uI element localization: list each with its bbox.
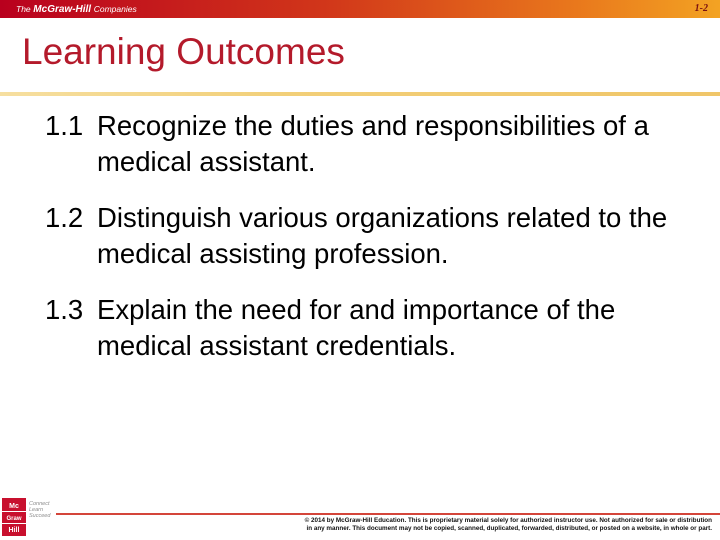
svg-text:Hill: Hill xyxy=(8,527,20,534)
svg-text:Graw: Graw xyxy=(6,516,22,522)
header-bar xyxy=(0,0,720,18)
outcomes-list xyxy=(45,108,705,384)
slide-number: 1-2 xyxy=(694,3,708,14)
outcome-item xyxy=(45,108,705,180)
title-divider xyxy=(0,92,720,96)
brand-suffix: Companies xyxy=(93,4,137,14)
outcome-item xyxy=(45,292,705,364)
tagline xyxy=(29,501,69,519)
footer-divider xyxy=(56,513,720,515)
outcome-item xyxy=(45,200,705,272)
brand-name: McGraw-Hill xyxy=(33,4,92,15)
tagline-word: Connect xyxy=(29,501,50,507)
brand-prefix: The xyxy=(16,4,31,14)
outcome-text: Recognize the duties and responsibilities of a medical assistant. xyxy=(97,110,649,177)
outcome-number: 1.2 xyxy=(45,202,84,233)
copyright-notice xyxy=(192,517,712,533)
outcome-text: Distinguish various organizations related to the medical assisting profession. xyxy=(97,202,668,269)
publisher-brand xyxy=(16,2,137,16)
copyright-line: © 2014 by McGraw-Hill Education. This is proprietary material solely for authorized instructor use. Not authorized for sale or distribution xyxy=(304,517,712,524)
slide-title: Learning Outcomes xyxy=(22,31,345,72)
tagline-word: Succeed xyxy=(29,513,51,519)
copyright-line: in any manner. This document may not be copied, scanned, duplicated, forwarded, distributed, or posted on a website, in whole or part. xyxy=(306,525,712,532)
mcgraw-hill-logo-icon xyxy=(2,498,26,536)
outcome-number: 1.3 xyxy=(45,294,84,325)
tagline-word: Learn xyxy=(29,507,44,513)
outcome-number: 1.1 xyxy=(45,110,84,141)
outcome-text: Explain the need for and importance of the medical assistant credentials. xyxy=(97,294,616,361)
svg-text:Mc: Mc xyxy=(9,503,19,510)
